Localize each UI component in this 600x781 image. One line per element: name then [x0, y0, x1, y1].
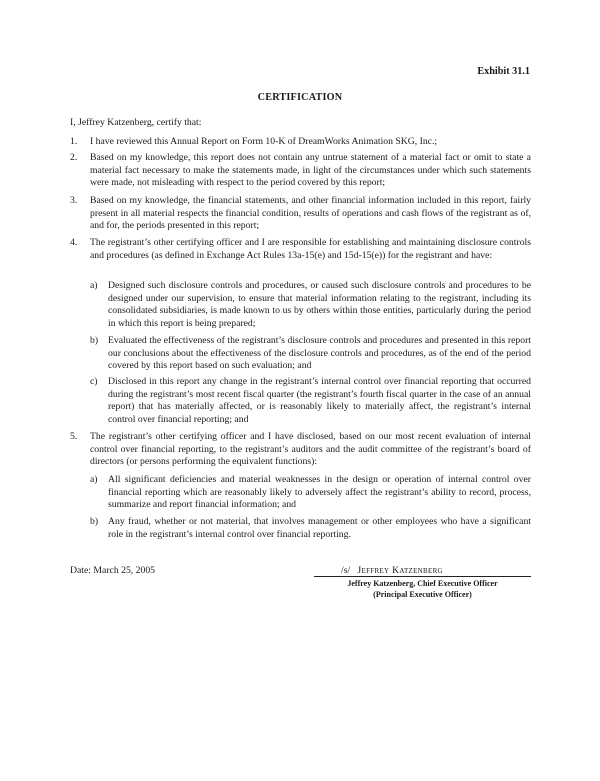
- item-number: 2.: [70, 152, 78, 163]
- exhibit-label: Exhibit 31.1: [477, 66, 530, 77]
- item-text: I have reviewed this Annual Report on Form 10-K of DreamWorks Animation SKG, Inc.;: [90, 136, 438, 147]
- sub-item-text: All significant deficiencies and material weaknesses in the design or operation of internal control over financial reporting which are reasonably likely to adversely affect the registrant’s ability to record, process, summarize and report financial information; and: [108, 474, 531, 511]
- intro-statement: I, Jeffrey Katzenberg, certify that:: [70, 117, 202, 128]
- certification-item-5: [70, 431, 531, 469]
- item-5-sub-a: [90, 474, 531, 512]
- item-text: The registrant’s other certifying officer and I are responsible for establishing and maintaining disclosure controls and procedures (as defined in Exchange Act Rules 13a-15(e) and 15d-15(e)) for the registrant and have:: [90, 237, 531, 261]
- page-title: CERTIFICATION: [257, 92, 343, 103]
- certification-item-1: [70, 136, 531, 149]
- item-text: Based on my knowledge, the financial statements, and other financial information included in this report, fairly present in all material respects the financial condition, results of operations and cash flows of the registrant as of, and for, the periods presented in this report;: [90, 195, 531, 232]
- signer-printed-name: Jeffrey Katzenberg, Chief Executive Officer: [347, 579, 498, 588]
- sub-item-letter: a): [90, 280, 98, 291]
- item-number: 5.: [70, 431, 78, 442]
- sub-item-text: Disclosed in this report any change in the registrant’s internal control over financial reporting that occurred during the registrant’s most recent fiscal quarter (the registrant’s fourth fiscal quarter in the case of an annual report) that has materially affected, or is reasonably likely to materially affect, the registrant’s internal control over financial reporting; and: [108, 376, 531, 425]
- sub-item-text: Any fraud, whether or not material, that involves management or other employees who have a significant role in the registrant’s internal control over financial reporting.: [108, 516, 531, 540]
- signer-title: (Principal Executive Officer): [373, 590, 472, 599]
- certification-item-2: [70, 152, 531, 190]
- item-number: 1.: [70, 136, 78, 147]
- signature-name: Jeffrey Katzenberg: [357, 565, 443, 576]
- item-4-sub-c: [90, 376, 531, 426]
- item-text: Based on my knowledge, this report does not contain any untrue statement of a material fact or omit to state a material fact necessary to make the statements made, in light of the circumstances under which such statements were made, not misleading with respect to the period covered by this report;: [90, 152, 531, 189]
- sub-item-letter: b): [90, 516, 99, 527]
- sub-item-letter: b): [90, 335, 99, 346]
- certification-item-3: [70, 195, 531, 233]
- signature-line: [314, 576, 531, 577]
- item-4-sub-b: [90, 335, 531, 373]
- signature-prefix: /s/: [341, 565, 351, 576]
- sub-item-text: Designed such disclosure controls and procedures, or caused such disclosure controls and procedures to be designed under our supervision, to ensure that material information relating to the registrant, including its consolidated subsidiaries, is made known to us by others within those entities, particularly during the period in which this report is being prepared;: [108, 280, 531, 329]
- item-5-sub-b: [90, 516, 531, 541]
- item-4-sub-a: [90, 280, 531, 330]
- certification-date: Date: March 25, 2005: [70, 565, 156, 576]
- item-number: 3.: [70, 195, 78, 206]
- certification-item-4: [70, 237, 531, 262]
- sub-item-letter: a): [90, 474, 98, 485]
- item-number: 4.: [70, 237, 78, 248]
- item-text: The registrant’s other certifying officer and I have disclosed, based on our most recent evaluation of internal control over financial reporting, to the registrant’s auditors and the audit committee of the registrant’s board of directors (or persons performing the equivalent functions):: [90, 431, 531, 468]
- sub-item-text: Evaluated the effectiveness of the registrant’s disclosure controls and procedures and presented in this report our conclusions about the effectiveness of the disclosure controls and procedures, as of the end of the period covered by this report based on such evaluation; and: [108, 335, 531, 372]
- sub-item-letter: c): [90, 376, 98, 387]
